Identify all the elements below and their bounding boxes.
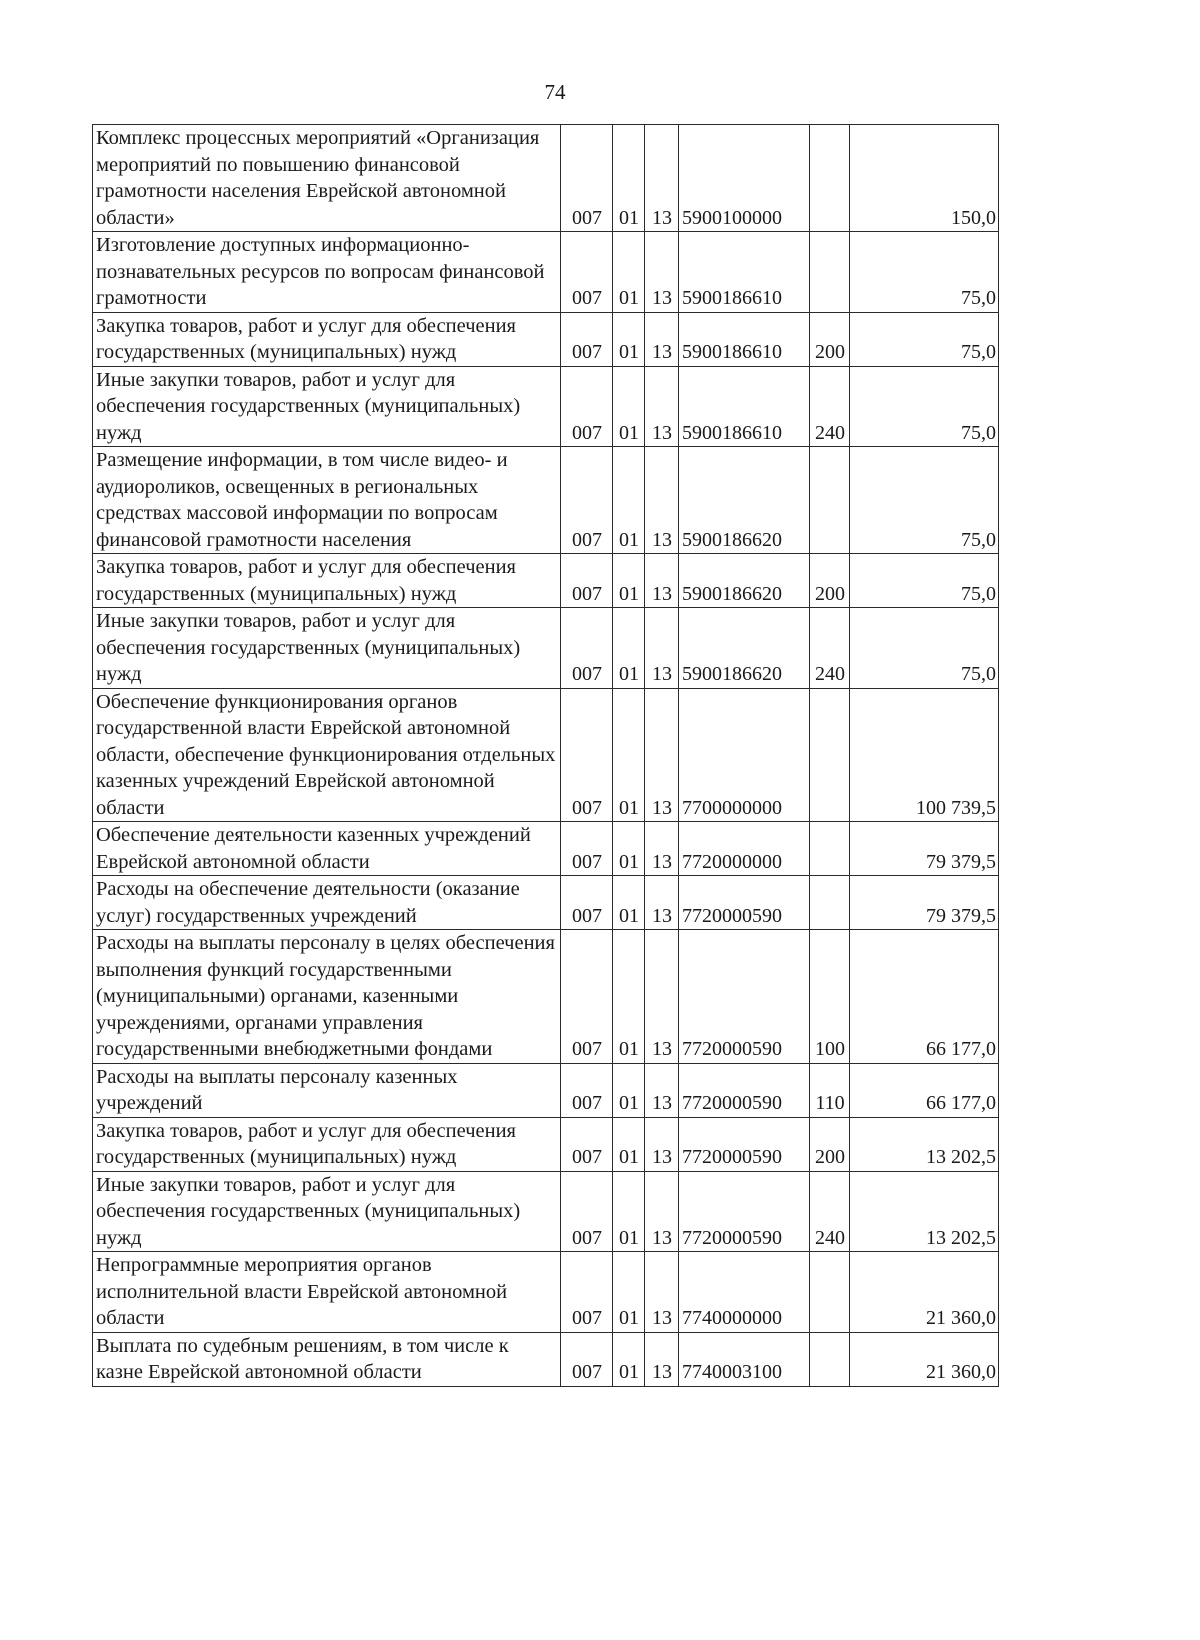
expense-type-code — [810, 232, 850, 313]
amount-value: 66 177,0 — [850, 930, 999, 1064]
section-code: 01 — [613, 232, 645, 313]
expense-type-code: 240 — [810, 608, 850, 689]
amount-value: 75,0 — [850, 447, 999, 554]
page-number: 74 — [544, 80, 566, 104]
expense-type-code — [810, 688, 850, 822]
subsection-code: 13 — [645, 447, 679, 554]
table-row — [93, 1332, 999, 1386]
subsection-code: 13 — [645, 608, 679, 689]
target-article-code: 5900186620 — [679, 608, 810, 689]
section-code: 01 — [613, 1171, 645, 1252]
table-row — [93, 554, 999, 608]
ministry-code: 007 — [561, 366, 613, 447]
table-row — [93, 125, 999, 232]
ministry-code: 007 — [561, 312, 613, 366]
table-row — [93, 930, 999, 1064]
item-name: Иные закупки товаров, работ и услуг для обеспечения государственных (муниципальных) нужд — [93, 608, 561, 689]
table-row — [93, 876, 999, 930]
amount-value: 79 379,5 — [850, 876, 999, 930]
target-article-code: 7720000590 — [679, 1171, 810, 1252]
subsection-code: 13 — [645, 1063, 679, 1117]
item-name: Расходы на выплаты персоналу казенных учреждений — [93, 1063, 561, 1117]
item-name: Иные закупки товаров, работ и услуг для обеспечения государственных (муниципальных) нужд — [93, 1171, 561, 1252]
amount-value: 75,0 — [850, 312, 999, 366]
target-article-code: 7740003100 — [679, 1332, 810, 1386]
target-article-code: 7720000590 — [679, 876, 810, 930]
section-code: 01 — [613, 1252, 645, 1333]
amount-value: 100 739,5 — [850, 688, 999, 822]
target-article-code: 7720000590 — [679, 930, 810, 1064]
item-name: Закупка товаров, работ и услуг для обеспечения государственных (муниципальных) нужд — [93, 1117, 561, 1171]
amount-value: 21 360,0 — [850, 1252, 999, 1333]
ministry-code: 007 — [561, 1332, 613, 1386]
subsection-code: 13 — [645, 232, 679, 313]
amount-value: 75,0 — [850, 366, 999, 447]
amount-value: 79 379,5 — [850, 822, 999, 876]
target-article-code: 5900100000 — [679, 125, 810, 232]
ministry-code: 007 — [561, 125, 613, 232]
ministry-code: 007 — [561, 688, 613, 822]
item-name: Закупка товаров, работ и услуг для обеспечения государственных (муниципальных) нужд — [93, 312, 561, 366]
amount-value: 21 360,0 — [850, 1332, 999, 1386]
section-code: 01 — [613, 554, 645, 608]
item-name: Обеспечение деятельности казенных учреждений Еврейской автономной области — [93, 822, 561, 876]
section-code: 01 — [613, 688, 645, 822]
ministry-code: 007 — [561, 930, 613, 1064]
section-code: 01 — [613, 366, 645, 447]
subsection-code: 13 — [645, 876, 679, 930]
target-article-code: 7740000000 — [679, 1252, 810, 1333]
expense-type-code: 100 — [810, 930, 850, 1064]
target-article-code: 7700000000 — [679, 688, 810, 822]
table-row — [93, 1117, 999, 1171]
ministry-code: 007 — [561, 608, 613, 689]
section-code: 01 — [613, 1063, 645, 1117]
subsection-code: 13 — [645, 312, 679, 366]
expense-type-code: 200 — [810, 1117, 850, 1171]
expense-type-code: 240 — [810, 1171, 850, 1252]
expense-type-code — [810, 1332, 850, 1386]
item-name: Размещение информации, в том числе видео- и аудиороликов, освещенных в региональных средствах массовой информации по вопросам финансовой грамотности населения — [93, 447, 561, 554]
ministry-code: 007 — [561, 1063, 613, 1117]
ministry-code: 007 — [561, 232, 613, 313]
expense-type-code — [810, 1252, 850, 1333]
subsection-code: 13 — [645, 822, 679, 876]
budget-table — [92, 124, 999, 1387]
subsection-code: 13 — [645, 1171, 679, 1252]
expense-type-code: 110 — [810, 1063, 850, 1117]
table-row — [93, 366, 999, 447]
expense-type-code — [810, 447, 850, 554]
section-code: 01 — [613, 1117, 645, 1171]
subsection-code: 13 — [645, 366, 679, 447]
table-row — [93, 1252, 999, 1333]
table-row — [93, 232, 999, 313]
ministry-code: 007 — [561, 447, 613, 554]
amount-value: 13 202,5 — [850, 1171, 999, 1252]
section-code: 01 — [613, 930, 645, 1064]
item-name: Изготовление доступных информационно-познавательных ресурсов по вопросам финансовой грамотности — [93, 232, 561, 313]
table-row — [93, 312, 999, 366]
target-article-code: 7720000590 — [679, 1117, 810, 1171]
item-name: Иные закупки товаров, работ и услуг для обеспечения государственных (муниципальных) нужд — [93, 366, 561, 447]
item-name: Расходы на обеспечение деятельности (оказание услуг) государственных учреждений — [93, 876, 561, 930]
ministry-code: 007 — [561, 1171, 613, 1252]
table-row — [93, 447, 999, 554]
item-name: Закупка товаров, работ и услуг для обеспечения государственных (муниципальных) нужд — [93, 554, 561, 608]
subsection-code: 13 — [645, 1332, 679, 1386]
item-name: Непрограммные мероприятия органов исполнительной власти Еврейской автономной области — [93, 1252, 561, 1333]
expense-type-code: 200 — [810, 312, 850, 366]
subsection-code: 13 — [645, 1117, 679, 1171]
expense-type-code — [810, 822, 850, 876]
section-code: 01 — [613, 608, 645, 689]
item-name: Комплекс процессных мероприятий «Организация мероприятий по повышению финансовой грамотности населения Еврейской автономной области» — [93, 125, 561, 232]
table-row — [93, 1171, 999, 1252]
target-article-code: 5900186610 — [679, 366, 810, 447]
section-code: 01 — [613, 1332, 645, 1386]
subsection-code: 13 — [645, 554, 679, 608]
table-row — [93, 608, 999, 689]
item-name: Обеспечение функционирования органов государственной власти Еврейской автономной области, обеспечение функционирования отдельных казенных учреждений Еврейской автономной области — [93, 688, 561, 822]
ministry-code: 007 — [561, 554, 613, 608]
item-name: Расходы на выплаты персоналу в целях обеспечения выполнения функций государственными (муниципальными) органами, казенными учреждениями, органами управления государственными внебюджетными фондами — [93, 930, 561, 1064]
subsection-code: 13 — [645, 1252, 679, 1333]
expense-type-code — [810, 125, 850, 232]
item-name: Выплата по судебным решениям, в том числе к казне Еврейской автономной области — [93, 1332, 561, 1386]
amount-value: 13 202,5 — [850, 1117, 999, 1171]
target-article-code: 5900186610 — [679, 232, 810, 313]
target-article-code: 7720000590 — [679, 1063, 810, 1117]
subsection-code: 13 — [645, 930, 679, 1064]
section-code: 01 — [613, 312, 645, 366]
ministry-code: 007 — [561, 876, 613, 930]
target-article-code: 5900186610 — [679, 312, 810, 366]
amount-value: 75,0 — [850, 554, 999, 608]
expense-type-code: 240 — [810, 366, 850, 447]
ministry-code: 007 — [561, 1252, 613, 1333]
section-code: 01 — [613, 125, 645, 232]
expense-type-code — [810, 876, 850, 930]
ministry-code: 007 — [561, 822, 613, 876]
section-code: 01 — [613, 822, 645, 876]
table-row — [93, 1063, 999, 1117]
amount-value: 75,0 — [850, 608, 999, 689]
target-article-code: 7720000000 — [679, 822, 810, 876]
amount-value: 150,0 — [850, 125, 999, 232]
ministry-code: 007 — [561, 1117, 613, 1171]
expense-type-code: 200 — [810, 554, 850, 608]
table-row — [93, 688, 999, 822]
section-code: 01 — [613, 447, 645, 554]
section-code: 01 — [613, 876, 645, 930]
subsection-code: 13 — [645, 688, 679, 822]
target-article-code: 5900186620 — [679, 554, 810, 608]
table-row — [93, 822, 999, 876]
amount-value: 75,0 — [850, 232, 999, 313]
amount-value: 66 177,0 — [850, 1063, 999, 1117]
budget-table-body — [93, 125, 999, 1387]
subsection-code: 13 — [645, 125, 679, 232]
target-article-code: 5900186620 — [679, 447, 810, 554]
